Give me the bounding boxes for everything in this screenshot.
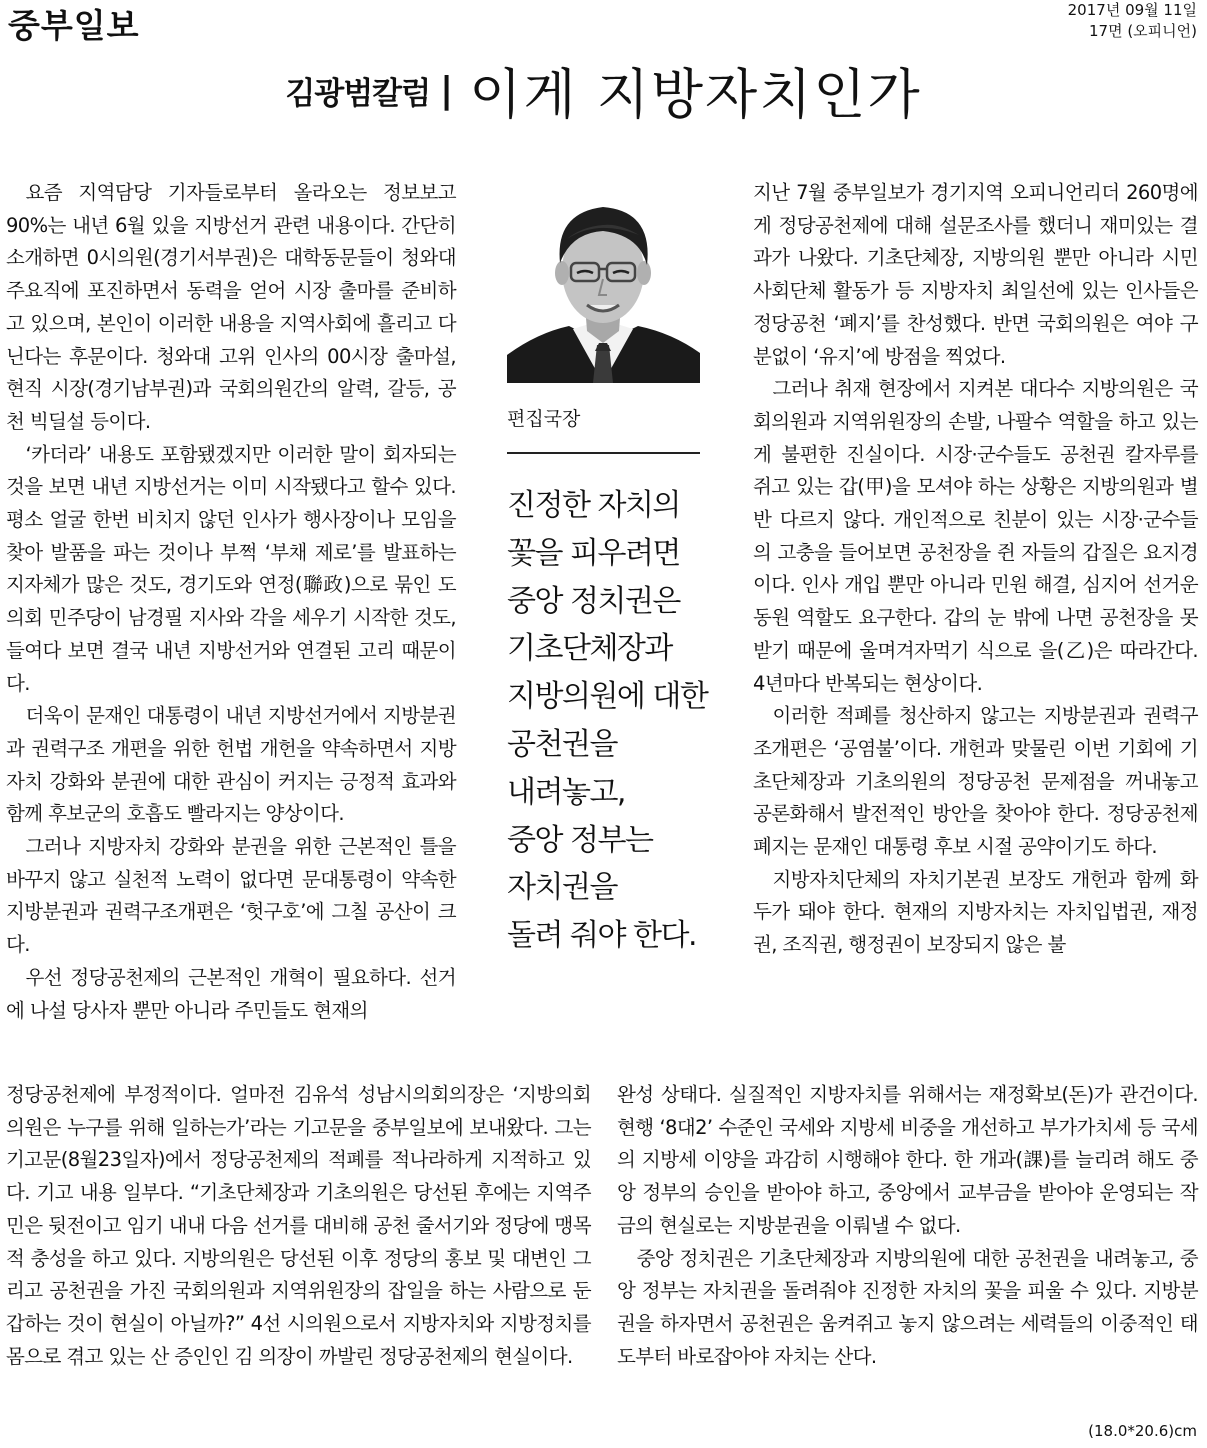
columnist-name: 김광범칼럼 bbox=[285, 76, 431, 112]
divider bbox=[507, 452, 700, 454]
page-section: 17면 (오피니언) bbox=[1088, 22, 1197, 40]
paragraph: ‘카더라’ 내용도 포함됐겠지만 이러한 말이 회자되는 것을 보면 내년 지방선거는 이미 시작됐다고 할수 있다. 평소 얼굴 한번 비치지 않던 인사가 행사장이나 모임을 찾아 발품을 파는 것이나 부쩍 ‘부채 제로’를 발표하는 지자체가 많은 것도, 경기도와 연정(聯政)으로 묶인 도의회 민주당이 남경필 지사와 각을 세우기 시작한 것도, 들여다 보면 결국 내년 지방선거와 연결된 고리 때문이다. bbox=[6, 442, 456, 695]
publication-date: 2017년 09월 11일 bbox=[1067, 1, 1197, 19]
column-headline bbox=[0, 52, 1207, 129]
pull-quote-line: 돌려 줘야 한다. bbox=[507, 918, 696, 954]
article-right-column bbox=[753, 177, 1198, 962]
pull-quote-line: 꽃을 피우려면 bbox=[507, 535, 680, 571]
pull-quote-line: 기초단체장과 bbox=[507, 631, 672, 667]
author-portrait-icon bbox=[507, 183, 700, 383]
pull-quote-line: 내려놓고, bbox=[507, 774, 625, 810]
paragraph: 정당공천제에 부정적이다. 얼마전 김유석 성남시의회의장은 ‘지방의회 의원은 누구를 위해 일하는가’라는 기고문을 중부일보에 보내왔다. 그는 기고문(8월23일자)에서 정당공천제의 적폐를 적나라하게 지적하고 있다. 기고 내용 일부다. “기초단체장과 기초의원은 당선된 후에는 지역주민은 뒷전이고 임기 내내 다음 선거를 대비해 공천 줄서기와 정당에 맹목적 충성을 하고 있다. 지방의원은 당선된 이후 정당의 홍보 및 대변인 그리고 공천권을 가진 국회의원과 지역위원장의 잡일을 하는 사람으로 둔갑하는 것이 현실이 아닐까?” 4선 시의원으로서 지방자치와 지방정치를 몸으로 겪고 있는 산 증인인 김 의장이 까발린 정당공천제의 현실이다. bbox=[6, 1083, 591, 1368]
paragraph: 그러나 취재 현장에서 지켜본 대다수 지방의원은 국회의원과 지역위원장의 손발, 나팔수 역할을 하고 있는게 불편한 진실이다. 시장·군수들도 공천권 칼자루를 쥐고 있는 갑(甲)을 모셔야 하는 상황은 지방의원과 별반 다르지 않다. 개인적으로 친분이 있는 시장·군수들의 고충을 들어보면 공천장을 쥔 자들의 갑질은 요지경이다. 인사 개입 뿐만 아니라 민원 해결, 심지어 선거운동원 역할도 요구한다. 갑의 눈 밖에 나면 공천장을 못 받기 때문에 울며겨자먹기 식으로 을(乙)은 따라간다. 4년마다 반복되는 현상이다. bbox=[753, 377, 1198, 695]
article-left-column bbox=[6, 177, 456, 1027]
pull-quote-line: 지방의원에 대한 bbox=[507, 679, 708, 715]
paragraph: 그러나 지방자치 강화와 분권을 위한 근본적인 틀을 바꾸지 않고 실천적 노력이 없다면 문대통령이 약속한 지방분권과 권력구조개편은 ‘헛구호’에 그칠 공산이 크다. bbox=[6, 835, 456, 957]
clipping-size-note: (18.0*20.6)cm bbox=[1088, 1422, 1197, 1440]
pull-quote-line: 중앙 정부는 bbox=[507, 822, 653, 858]
article-left-continuation bbox=[6, 1079, 591, 1373]
paragraph: 중앙 정치권은 기초단체장과 지방의원에 대한 공천권을 내려놓고, 중앙 정부는 자치권을 돌려줘야 진정한 자치의 꽃을 피울 수 있다. 지방분권을 하자면서 공천권은 움켜쥐고 놓지 않으려는 세력들의 이중적인 태도부터 바로잡아야 자치는 산다. bbox=[617, 1246, 1198, 1368]
article-right-continuation bbox=[617, 1079, 1198, 1373]
paragraph: 지방자치단체의 자치기본권 보장도 개헌과 함께 화두가 돼야 한다. 현재의 지방자치는 자치입법권, 재정권, 조직권, 행정권이 보장되지 않은 불 bbox=[753, 867, 1198, 957]
pull-quote-line: 진정한 자치의 bbox=[507, 488, 680, 523]
newspaper-masthead: 중부일보 bbox=[8, 6, 140, 45]
pull-quote-line: 자치권을 bbox=[507, 870, 617, 906]
paragraph: 더욱이 문재인 대통령이 내년 지방선거에서 지방분권과 권력구조 개편을 위한 헌법 개헌을 약속하면서 지방자치 강화와 분권에 대한 관심이 커지는 긍정적 효과와 함께 후보군의 호흡도 빨라지는 양상이다. bbox=[6, 704, 456, 826]
article-title: 이게 지방자치인가 bbox=[469, 63, 922, 126]
paragraph: 완성 상태다. 실질적인 지방자치를 위해서는 재정확보(돈)가 관건이다. 현행 ‘8대2’ 수준인 국세와 지방세 비중을 개선하고 부가가치세 등 국세의 지방세 이양을 과감히 시행해야 한다. 한 개과(課)를 늘리려 해도 중앙 정부의 승인을 받아야 하고, 중앙에서 교부금을 받아야 운영되는 작금의 현실로는 지방분권을 이뤄낼 수 없다. bbox=[617, 1083, 1198, 1237]
headline-separator: | bbox=[440, 70, 454, 111]
pull-quote-line: 공천권을 bbox=[507, 726, 617, 762]
paragraph: 지난 7월 중부일보가 경기지역 오피니언리더 260명에게 정당공천제에 대해 설문조사를 했더니 재미있는 결과가 나왔다. 기초단체장, 지방의원 뿐만 아니라 시민사회단체 활동가 등 지방자치 최일선에 있는 인사들은 정당공천 ‘폐지’를 찬성했다. 반면 국회의원은 여야 구분없이 ‘유지’에 방점을 찍었다. bbox=[753, 181, 1198, 368]
paragraph: 요즘 지역담당 기자들로부터 올라오는 정보보고 90%는 내년 6월 있을 지방선거 관련 내용이다. 간단히 소개하면 0시의원(경기서부권)은 대학동문들이 청와대 주요직에 포진하면서 동력을 얻어 시장 출마를 준비하고 있으며, 본인이 이러한 내용을 지역사회에 흘리고 다닌다는 후문이다. 청와대 고위 인사의 00시장 출마설, 현직 시장(경기남부권)과 국회의원간의 알력, 갈등, 공천 빅딜설 등이다. bbox=[6, 181, 456, 433]
author-role: 편집국장 bbox=[507, 408, 581, 430]
pull-quote-line: 중앙 정치권은 bbox=[507, 583, 680, 619]
publication-meta bbox=[1068, 0, 1197, 42]
paragraph: 우선 정당공천제의 근본적인 개혁이 필요하다. 선거에 나설 당사자 뿐만 아니라 주민들도 현재의 bbox=[6, 965, 456, 1022]
pull-quote bbox=[507, 482, 717, 960]
paragraph: 이러한 적폐를 청산하지 않고는 지방분권과 권력구조개편은 ‘공염불’이다. 개헌과 맞물린 이번 기회에 기초단체장과 기초의원의 정당공천 문제점을 꺼내놓고 공론화해서 발전적인 방안을 찾아야 한다. 정당공천제 폐지는 문재인 대통령 후보 시절 공약이기도 하다. bbox=[753, 704, 1198, 859]
